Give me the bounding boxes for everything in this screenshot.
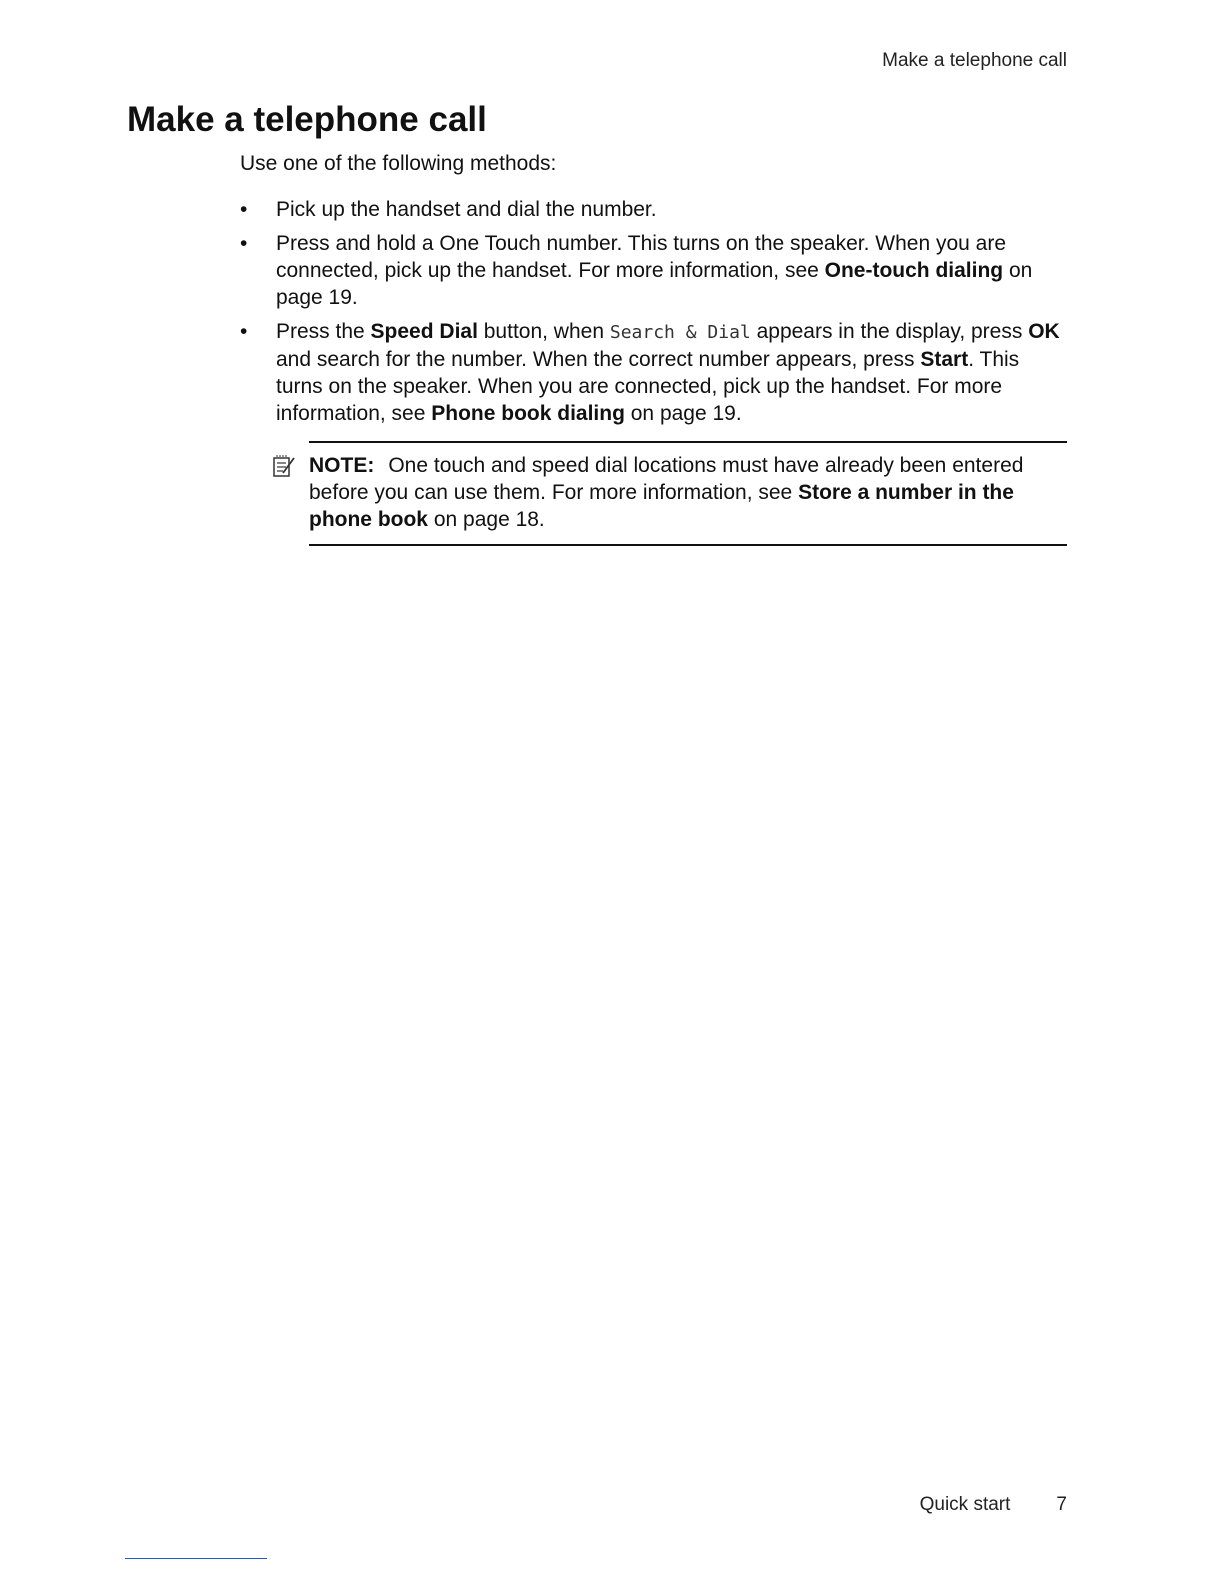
method-text: on page 19. [276, 259, 1033, 309]
xref-one-touch-dialing[interactable]: One-touch dialing [824, 259, 1004, 282]
speed-dial-label: Speed Dial [370, 320, 478, 343]
list-item [240, 318, 1070, 427]
note-box [309, 441, 1067, 546]
method-text: and search for the number. When the correct number appears, press [276, 348, 921, 371]
bullet: • [240, 198, 248, 221]
intro-text: Use one of the following methods: [240, 152, 557, 175]
method-text: appears in the display, press [750, 320, 1029, 343]
note-text: One touch and speed dial locations must have already been entered before you can use them. For more information, see [309, 454, 1024, 504]
start-label: Start [920, 348, 969, 371]
bullet: • [240, 320, 248, 343]
method-text: on page 19. [624, 402, 742, 425]
footer-rule [125, 1558, 267, 1559]
footer-section: Quick start [919, 1494, 1011, 1515]
note-icon [271, 453, 297, 479]
ok-label: OK [1028, 320, 1060, 343]
display-text: Search & Dial [609, 322, 751, 343]
method-text: Press and hold a One Touch number. This turns on the speaker. When you are connected, pick up the handset. For more information, see [276, 232, 1006, 282]
list-item [240, 230, 1070, 311]
note-text: on page 18. [428, 508, 545, 531]
footer [920, 1494, 1067, 1516]
page-number: 7 [1056, 1494, 1067, 1515]
method-text: . This turns on the speaker. When you are connected, pick up the handset. For more information, see [276, 348, 1020, 425]
method-text: button, when [477, 320, 610, 343]
xref-store-number[interactable]: Store a number in the phone book [309, 481, 1014, 531]
running-header: Make a telephone call [882, 50, 1067, 71]
xref-phone-book-dialing[interactable]: Phone book dialing [431, 402, 625, 425]
note-label: NOTE: [309, 454, 375, 477]
page-title: Make a telephone call [127, 100, 487, 139]
method-text: Pick up the handset and dial the number. [276, 198, 657, 221]
bullet: • [240, 232, 248, 255]
list-item [240, 196, 1070, 223]
method-list [240, 196, 1070, 434]
method-text: Press the [276, 320, 371, 343]
